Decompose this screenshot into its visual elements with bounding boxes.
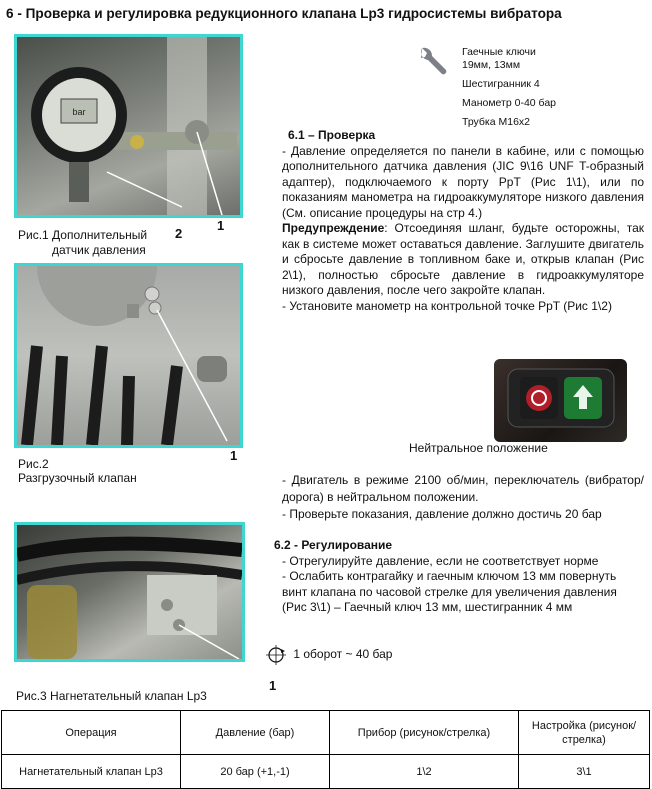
- figure-2-photo: [14, 263, 243, 448]
- page-title: 6 - Проверка и регулировка редукционного клапана Lp3 гидросистемы вибратора: [6, 6, 562, 21]
- figure-3-illustration: [17, 525, 242, 659]
- cab-switch-panel: [494, 359, 627, 442]
- section-61-heading: 6.1 – Проверка: [288, 128, 376, 142]
- section-61-para3: - Установите манометр на контрольной точке PpT (Рис 1\2): [282, 298, 612, 313]
- header-instrument: Прибор (рисунок/стрелка): [330, 711, 519, 755]
- settings-table: [1, 710, 650, 789]
- fig2-caption-line1: Рис.2: [18, 457, 49, 471]
- table-row: [2, 755, 650, 789]
- fig1-caption-line2: датчик давления: [52, 243, 146, 257]
- section-61-continued: [282, 472, 644, 523]
- cell-operation: Нагнетательный клапан Lp3: [2, 755, 181, 789]
- warning-label: Предупреждение: [282, 221, 385, 235]
- fig1-callout-2: 2: [175, 226, 183, 241]
- section-61-para5: - Проверьте показания, давление должно достичь 20 бар: [282, 507, 602, 521]
- fig2-caption-line2: Разгрузочный клапан: [18, 471, 137, 485]
- cell-pressure: 20 бар (+1,-1): [181, 755, 330, 789]
- cell-instrument: 1\2: [330, 755, 519, 789]
- warning-text: : Отсоединяя шланг, будьте осторожны, так как в системе может оставаться давление. Заглушите двигатель и сбросьте давление в топливном баке и, открыв клапан (Рис 2\1), полностью сбросьте давление в гидроаккумуляторе низкого давления, после чего закройте клапан.: [282, 221, 644, 297]
- header-setting: Настройка (рисунок/стрелка): [519, 711, 650, 755]
- switch-panel-illustration: [494, 359, 627, 442]
- fig3-callout-1: 1: [269, 678, 277, 693]
- tools-list: [462, 46, 556, 135]
- fig2-callout-1: 1: [230, 448, 238, 463]
- figure-1-illustration: [17, 37, 240, 215]
- section-62: [274, 538, 634, 616]
- turn-note-text: 1 оборот ~ 40 бар: [293, 647, 393, 662]
- tool-tube: Трубка М16x2: [462, 116, 531, 128]
- section-62-heading: 6.2 - Регулирование: [274, 538, 393, 552]
- fig3-caption: Рис.3 Нагнетательный клапан Lp3: [16, 689, 207, 703]
- figure-3-photo: [14, 522, 245, 662]
- header-operation: Операция: [2, 711, 181, 755]
- tool-manometer: Манометр 0-40 бар: [462, 97, 557, 109]
- header-pressure: Давление (бар): [181, 711, 330, 755]
- section-61: [282, 128, 644, 314]
- rotation-icon: [264, 645, 290, 665]
- section-62-line2: - Ослабить контрагайку и гаечным ключом 13 мм повернуть винт клапана по часовой стрелке для увеличения давления (Рис 3\1) – Гаечный ключ 13 мм, шестигранник 4 мм: [282, 569, 617, 614]
- cell-setting: 3\1: [519, 755, 650, 789]
- section-61-para1: - Давление определяется по панели в кабине, или с помощью дополнительного датчика давления (JIC 9\16 UNF T-образный адаптер), подключаемого к порту PpT (Рис 1\1), или по показаниям манометра на гидроаккумуляторе низкого давления (См. описание процедуры на стр 4.): [282, 143, 644, 220]
- fig1-caption-line1: Рис.1 Дополнительный: [18, 228, 148, 242]
- panel-caption: Нейтральное положение: [409, 441, 548, 455]
- gauge-display: bar: [72, 107, 86, 117]
- fig1-callout-1: 1: [217, 218, 225, 233]
- section-61-para4: - Двигатель в режиме 2100 об/мин, переключатель (вибратор/дорога) в нейтральном положении.: [282, 473, 644, 504]
- section-61-warning: [282, 221, 644, 299]
- tool-hex-key: Шестигранник 4: [462, 78, 540, 90]
- wrench-icon: [414, 44, 450, 80]
- turn-note: [264, 645, 392, 665]
- figure-2-illustration: [17, 266, 240, 445]
- tool-wrenches: Гаечные ключи: [462, 46, 536, 58]
- section-62-line1: - Отрегулируйте давление, если не соответствует норме: [282, 553, 599, 568]
- table-header-row: [2, 711, 650, 755]
- tool-wrench-sizes: 19мм, 13мм: [462, 59, 521, 71]
- figure-1-photo: [14, 34, 243, 218]
